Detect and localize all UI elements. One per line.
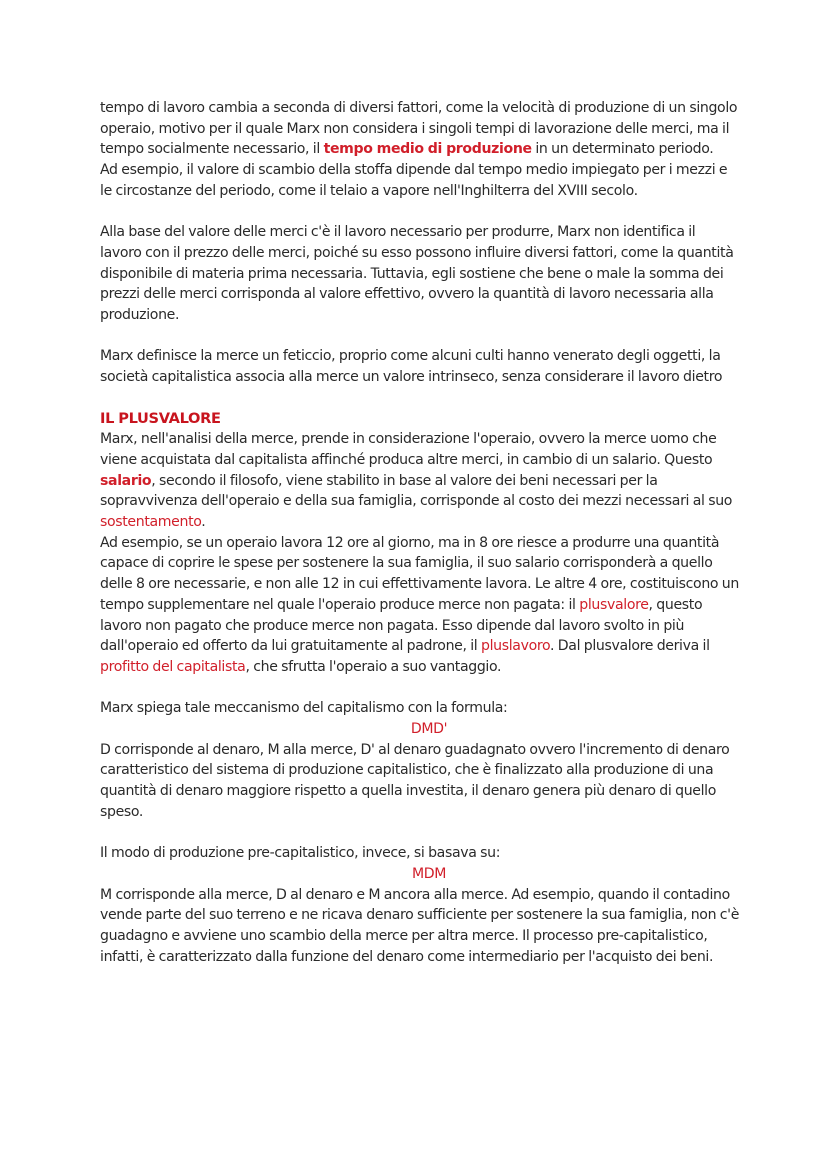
text: .: [201, 514, 206, 531]
paragraph-valore-merci: Alla base del valore delle merci c'è il lavoro necessario per produrre, Marx non identifica il lavoro con il prezzo delle merci, poiché su esso possono influire diversi fattori, come la quantità disponibile di materia prima necessaria. Tuttavia, egli sostiene che bene o male la somma dei prezzi delle merci corrisponda al valore effettivo, ovvero la quantità di lavoro necessaria alla produzione.: [100, 224, 734, 324]
paragraph-feticcio: Marx definisce la merce un feticcio, proprio come alcuni culti hanno venerato degli oggetti, la società capitalistica associa alla merce un valore intrinseco, senza considerare il lavoro dietro: [100, 348, 723, 386]
spacer: [100, 823, 740, 844]
text: . Dal plusvalore deriva il: [550, 638, 710, 655]
formula-dmd: DMD': [410, 721, 448, 738]
formula-explain-mdm: M corrisponde alla merce, D al denaro e M ancora alla merce. Ad esempio, quando il contadino vende parte del suo terreno e ne ricava denaro sufficiente per sostenere la sua famiglia, non c'è guadagno e avviene uno scambio della merce per altra merce. Il processo pre-capitalistico, infatti, è caratterizzato dalla funzione del denaro come intermediario per l'acquisto dei beni.: [100, 886, 740, 965]
text: Marx, nell'analisi della merce, prende in considerazione l'operaio, ovvero la merce uomo che viene acquistata dal capitalista affinché produca altre merci, in cambio di un salario. Questo: [100, 431, 717, 468]
highlight-salario: salario: [100, 472, 152, 489]
spacer: [100, 326, 740, 347]
text: , questo lavoro non pagato che produce merce non pagata. Esso dipende dal lavoro svolto in più dall'operaio ed offerto da lui gratuitamente al padrone, il: [100, 596, 703, 655]
spacer: [100, 678, 740, 699]
highlight-sostentamento: sostentamento: [100, 514, 202, 531]
formula-explain-dmd: D corrisponde al denaro, M alla merce, D' al denaro guadagnato ovvero l'incremento di denaro caratteristico del sistema di produzione capitalistico, che è finalizzato alla produzione di una quantità di denaro maggiore rispetto a quella investita, il denaro genera più denaro di quello speso.: [100, 741, 730, 820]
text: Ad esempio, se un operaio lavora 12 ore al giorno, ma in 8 ore riesce a produrre una quantità capace di coprire le spese per sostenere la sua famiglia, il suo salario corrisponderà a quello delle 8 ore necessarie, e non alle 12 in cui effettivamente lavora. Le altre 4 ore, costituiscono un tempo supplementare nel quale l'operaio produce merce non pagata: il: [100, 534, 739, 613]
paragraph-tempo-lavoro: [100, 98, 740, 160]
formula-intro-mdm: Il modo di produzione pre-capitalistico, invece, si basava su:: [100, 845, 501, 862]
paragraph-esempio-stoffa: Ad esempio, il valore di scambio della stoffa dipende dal tempo medio impiegato per i mezzi e le circostanze del periodo, come il telaio a vapore nell'Inghilterra del XVIII secolo.: [100, 162, 728, 199]
spacer: [100, 202, 740, 223]
text: in un determinato periodo.: [531, 141, 714, 158]
text: , secondo il filosofo, viene stabilito in base al valore dei beni necessari per la sopravvivenza dell'operaio e della sua famiglia, corrisponde al costo dei mezzi necessari al suo: [100, 472, 733, 510]
section-heading-plusvalore: IL PLUSVALORE: [100, 409, 221, 427]
document-page: [100, 98, 740, 967]
text: tempo di lavoro cambia a seconda di diversi fattori, come la velocità di produzione di un singolo operaio, motivo per il quale Marx non considera i singoli tempi di lavorazione delle merci, ma il tempo socialmente necessario, il: [100, 100, 738, 158]
paragraph-esempio-ore: [100, 533, 740, 678]
highlight-tempo-medio: tempo medio di produzione: [323, 141, 532, 158]
formula-mdm: MDM: [411, 865, 447, 882]
spacer: [100, 388, 740, 409]
text: , che sfrutta l'operaio a suo vantaggio.: [245, 658, 502, 675]
highlight-pluslavoro: pluslavoro: [481, 638, 551, 655]
paragraph-salario: [100, 429, 740, 533]
formula-intro-dmd: Marx spiega tale meccanismo del capitalismo con la formula:: [100, 700, 508, 717]
highlight-plusvalore: plusvalore: [579, 596, 649, 613]
highlight-profitto: profitto del capitalista: [100, 658, 246, 675]
